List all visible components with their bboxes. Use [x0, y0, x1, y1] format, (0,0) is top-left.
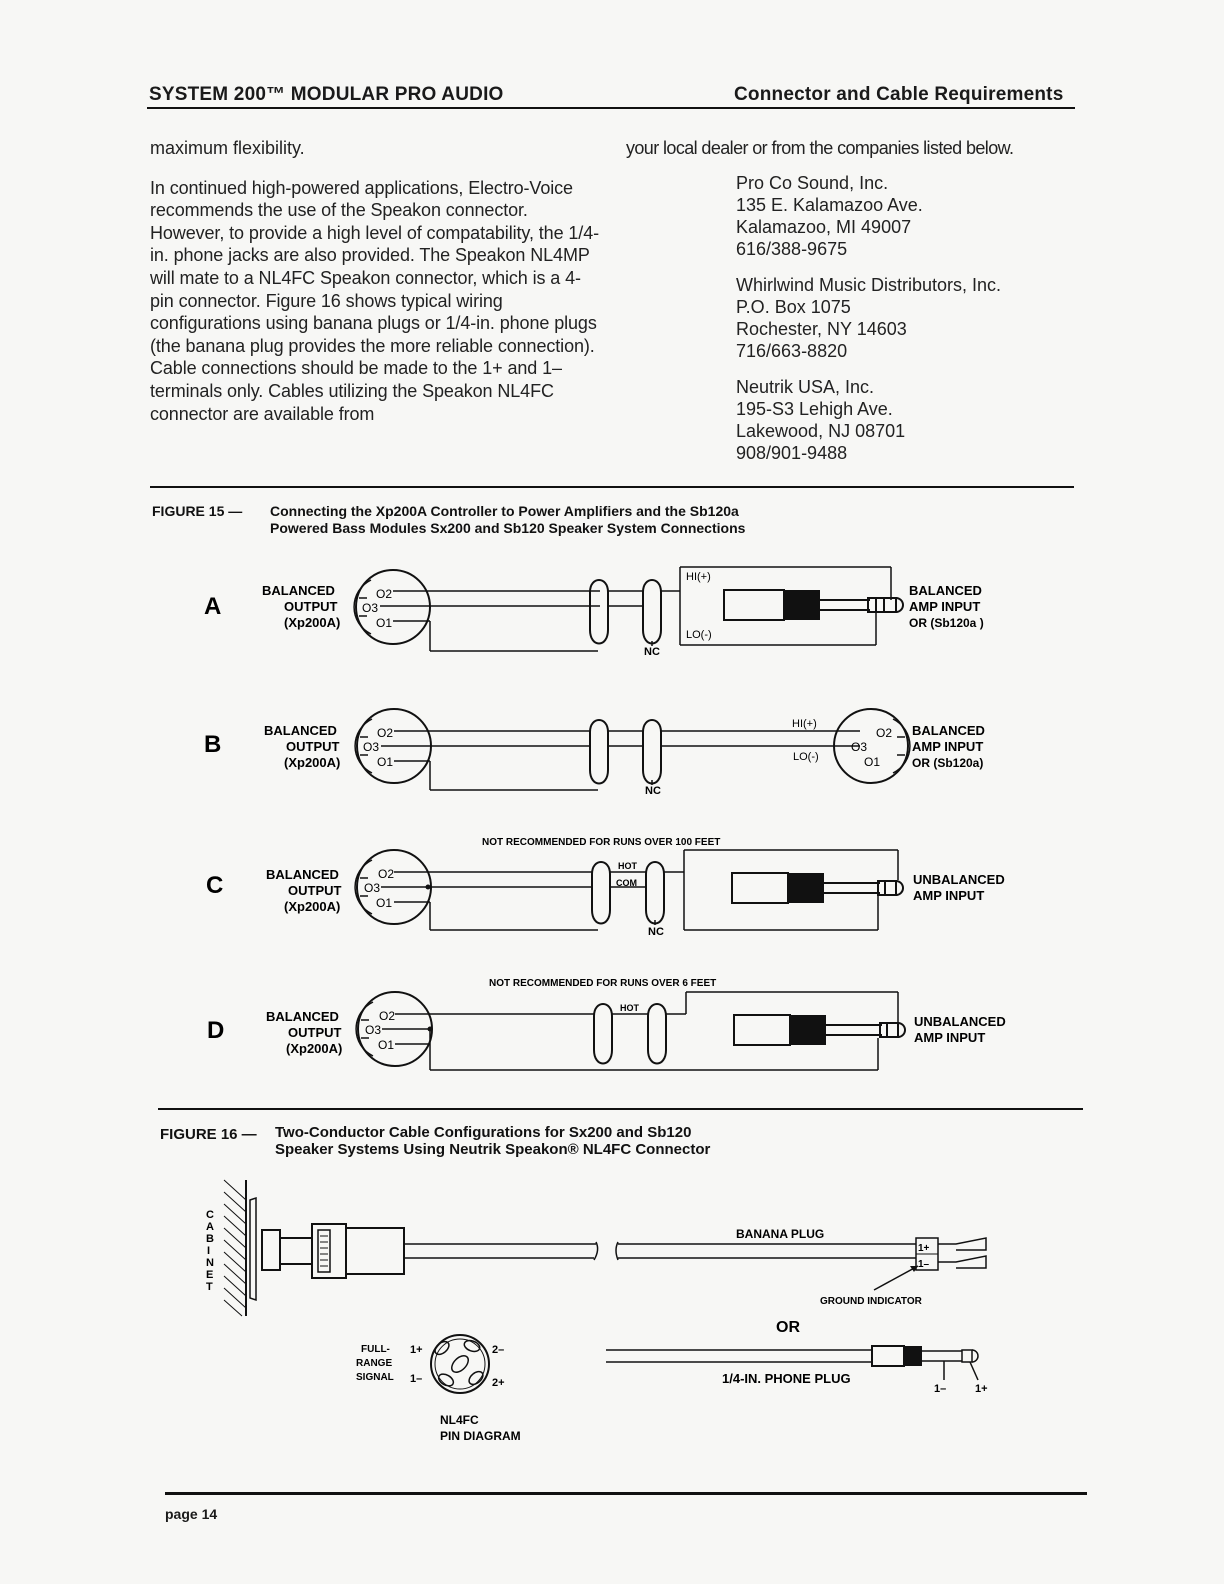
right-column-intro: your local dealer or from the companies listed below.: [626, 138, 1014, 158]
cabinet-letter: E: [206, 1269, 214, 1281]
hot-label: HOT: [620, 1003, 639, 1013]
cabinet-wall: [224, 1180, 256, 1316]
dest-label: OR (Sb120a ): [909, 616, 984, 630]
pin-label: O3: [851, 740, 868, 754]
pin-label: O3: [362, 601, 379, 615]
source-label: (Xp200A): [284, 615, 341, 630]
lo-label: LO(-): [793, 751, 819, 763]
source-label: OUTPUT: [284, 599, 338, 614]
figure16-diagram: [206, 1180, 988, 1443]
pin-label: O2: [376, 587, 393, 601]
hi-label: HI(+): [686, 571, 711, 583]
dest-label: AMP INPUT: [912, 739, 984, 754]
pin-2plus: 2+: [492, 1377, 505, 1389]
footer-rule: [165, 1492, 1087, 1495]
cabinet-letter: B: [206, 1233, 214, 1245]
source-label: BALANCED: [266, 867, 339, 882]
figure16-caption-2: Speaker Systems Using Neutrik Speakon® NL4FC Connector: [275, 1141, 711, 1158]
figure16-caption-1: Two-Conductor Cable Configurations for Sx200 and Sb120: [275, 1124, 692, 1141]
dest-label: BALANCED: [909, 583, 982, 598]
running-header-left: SYSTEM 200™ MODULAR PRO AUDIO: [149, 84, 504, 105]
or-label: OR: [776, 1319, 800, 1336]
dest-label: AMP INPUT: [914, 1030, 986, 1045]
pin-1minus: 1–: [410, 1373, 423, 1385]
company-city: Kalamazoo, MI 49007: [736, 217, 912, 237]
source-label: (Xp200A): [286, 1041, 343, 1056]
cabinet-label: [206, 1209, 217, 1293]
source-label: BALANCED: [262, 583, 335, 598]
plus-terminal: 1+: [918, 1243, 930, 1254]
pin-label: O1: [864, 755, 881, 769]
figure15-label: FIGURE 15 —: [152, 503, 243, 519]
company-phone: 616/388-9675: [736, 239, 848, 259]
nc-label: NC: [645, 785, 661, 797]
pin-label: O1: [377, 755, 394, 769]
pin-1plus: 1+: [410, 1344, 423, 1356]
source-label: BALANCED: [264, 723, 337, 738]
pin-label: O3: [363, 740, 380, 754]
pin-2minus: 2–: [492, 1344, 505, 1356]
source-label: BALANCED: [266, 1009, 339, 1024]
company-name: Whirlwind Music Distributors, Inc.: [736, 275, 1002, 295]
company-phone: 716/663-8820: [736, 341, 848, 361]
phone-minus: 1–: [934, 1383, 947, 1395]
nc-label: NC: [648, 926, 664, 938]
figure15-caption-2: Powered Bass Modules Sx200 and Sb120 Speaker System Connections: [270, 520, 746, 536]
ground-indicator-label: GROUND INDICATOR: [820, 1296, 922, 1307]
pin-label: O2: [876, 726, 893, 740]
row-letter: D: [207, 1017, 225, 1044]
signal-label: FULL-: [361, 1344, 390, 1355]
figure15-caption-1: Connecting the Xp200A Controller to Power Amplifiers and the Sb120a: [270, 503, 739, 519]
page-number: page 14: [165, 1506, 218, 1522]
source-label: OUTPUT: [288, 883, 342, 898]
pin-label: O1: [376, 616, 393, 630]
row-c-diagram: [206, 837, 1005, 938]
row-d-diagram: [207, 978, 1006, 1070]
row-letter: B: [204, 731, 222, 758]
com-label: COM: [616, 878, 637, 888]
row-letter: A: [204, 593, 222, 620]
dest-label: BALANCED: [912, 723, 985, 738]
running-header-right: Connector and Cable Requirements: [734, 84, 1064, 105]
cabinet-letter: A: [206, 1221, 214, 1233]
run-note: NOT RECOMMENDED FOR RUNS OVER 6 FEET: [489, 978, 717, 989]
cabinet-letter: I: [207, 1245, 211, 1257]
dest-label: AMP INPUT: [913, 888, 985, 903]
pin-label: O2: [379, 1009, 396, 1023]
pin-label: O3: [365, 1023, 382, 1037]
company-phone: 908/901-9488: [736, 443, 848, 463]
source-label: (Xp200A): [284, 899, 341, 914]
source-label: OUTPUT: [286, 739, 340, 754]
source-label: OUTPUT: [288, 1025, 342, 1040]
signal-label: SIGNAL: [356, 1372, 394, 1383]
diagram-title: NL4FC: [440, 1413, 479, 1427]
source-label: (Xp200A): [284, 755, 341, 770]
row-a-diagram: [204, 567, 984, 658]
signal-label: RANGE: [356, 1358, 393, 1369]
dest-label: OR (Sb120a): [912, 756, 984, 770]
left-intro: maximum flexibility.: [150, 138, 305, 158]
cabinet-letter: C: [206, 1209, 214, 1221]
hi-label: HI(+): [792, 718, 817, 730]
left-paragraph: In continued high-powered applications, Electro-Voice recommends the use of the Speakon connector. However, to provide a high level of compatability, the 1/4-in. phone jacks are also provided. The Speakon NL4MP will mate to a NL4FC Speakon connector, which is a 4-pin connector. Figure 16 shows typical wiring configurations using banana plugs or 1/4-in. phone plugs (the banana plug provides the more reliable connection). Cable connections should be made to the 1+ and 1– terminals only. Cables utilizing the Speakon NL4FC connector are available from: [150, 177, 600, 424]
row-b-diagram: [204, 709, 985, 797]
cabinet-letter: N: [206, 1257, 214, 1269]
nc-label: NC: [644, 646, 660, 658]
company-name: Neutrik USA, Inc.: [736, 377, 875, 397]
cabinet-letter: T: [206, 1281, 213, 1293]
dest-label: UNBALANCED: [913, 872, 1005, 887]
pin-label: O3: [364, 881, 381, 895]
company-street: P.O. Box 1075: [736, 297, 851, 317]
company-street: 195-S3 Lehigh Ave.: [736, 399, 893, 419]
lo-label: LO(-): [686, 629, 712, 641]
pin-label: O1: [376, 896, 393, 910]
banana-plug-label: BANANA PLUG: [736, 1227, 825, 1241]
phone-plug-label: 1/4-IN. PHONE PLUG: [722, 1371, 851, 1386]
company-street: 135 E. Kalamazoo Ave.: [736, 195, 923, 215]
company-name: Pro Co Sound, Inc.: [736, 173, 889, 193]
figure16-rule: [158, 1108, 1083, 1110]
hot-label: HOT: [618, 861, 637, 871]
pin-label: O2: [378, 867, 395, 881]
company-city: Lakewood, NJ 08701: [736, 421, 906, 441]
figure16-label: FIGURE 16 —: [160, 1126, 257, 1143]
dest-label: UNBALANCED: [914, 1014, 1006, 1029]
company-city: Rochester, NY 14603: [736, 319, 907, 339]
row-letter: C: [206, 872, 224, 899]
minus-terminal: 1–: [918, 1259, 930, 1270]
pin-label: O2: [377, 726, 394, 740]
run-note: NOT RECOMMENDED FOR RUNS OVER 100 FEET: [482, 837, 721, 848]
pin-label: O1: [378, 1038, 395, 1052]
dest-label: AMP INPUT: [909, 599, 981, 614]
diagram-title: PIN DIAGRAM: [440, 1429, 521, 1443]
phone-plus: 1+: [975, 1383, 988, 1395]
